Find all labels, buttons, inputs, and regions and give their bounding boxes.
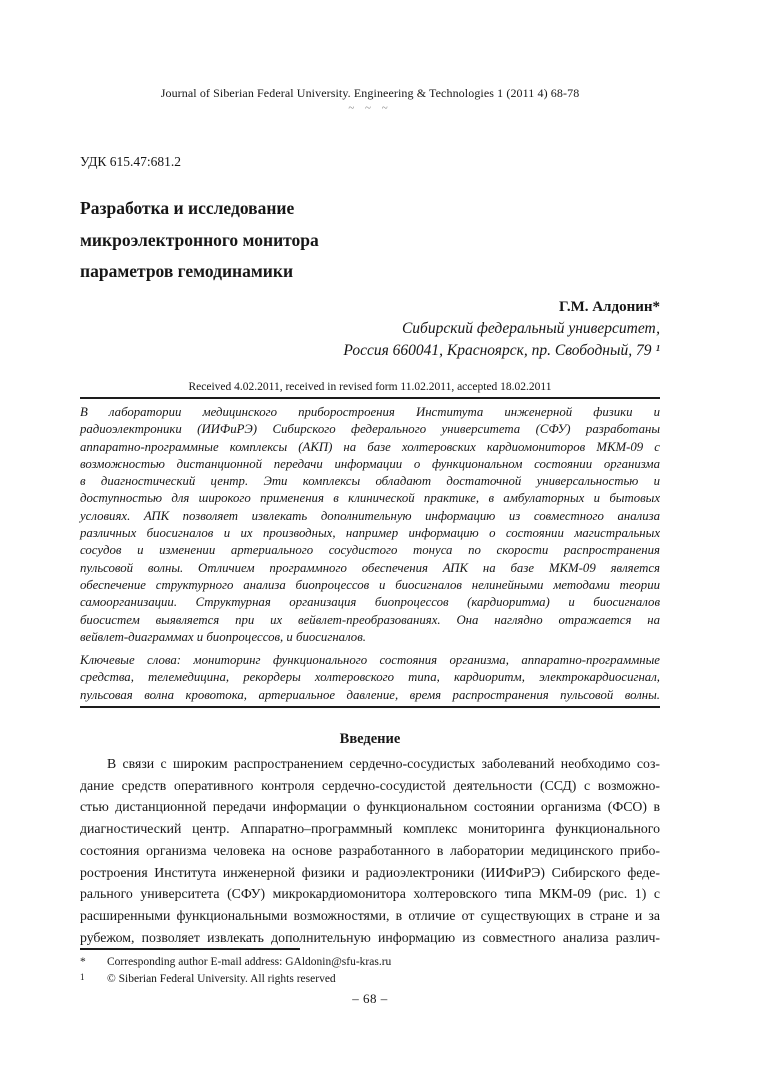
footnote-corresponding-author	[80, 954, 660, 971]
text-line: в диагностический центр. Эти комплексы обладают достаточной универсальностью и	[80, 474, 660, 489]
text-line: пульсовой волны. Отличием программного обеспечения АПК на базе МКМ-09 является	[80, 560, 660, 575]
text-line: ростроения Института инженерной физики и радиоэлектроники (ИИФиРЭ) Сибирского феде-	[80, 864, 660, 880]
text-line: рального университета (СФУ) микрокардиомонитора холтеровского типа МКМ-09 (рис. 1) с	[80, 886, 660, 902]
footnote-copyright	[80, 971, 660, 988]
received-dates: Received 4.02.2011, received in revised form 11.02.2011, accepted 18.02.2011	[188, 381, 552, 393]
text-line: Сибирский федеральный университет,	[401, 320, 660, 337]
text-line: условиях. АПК позволяет извлекать дополнительную информацию из совместного анализа	[80, 508, 660, 523]
text-line: радиоэлектроники (ИИФиРЭ) Сибирского федерального университета (СФУ) разработаны	[80, 422, 660, 437]
footnote-one-marker: 1	[80, 971, 85, 982]
text-line: расширенными функциональными возможностями, в отличие от существующих в стране и за	[80, 907, 660, 923]
text-line: стью дистанционной передачи информации о функциональном состоянии организма (ФСО) в	[80, 799, 660, 815]
keywords-text	[80, 652, 660, 704]
page-number: – 68 –	[352, 991, 388, 1006]
udc-code: УДК 615.47:681.2	[80, 154, 182, 169]
text-line: аппаратно-программные комплексы (АКП) на базе холтеровских кардиомониторов МКМ-09 с	[80, 439, 660, 454]
text-line: Россия 660041, Красноярск, пр. Свободный, 79 ¹	[343, 341, 660, 359]
text-line: дание средств оперативного контроля сердечно-сосудистой деятельности (ССД) с возможно-	[80, 777, 660, 793]
introduction-paragraph	[80, 753, 660, 948]
abstract-bottom-rule	[80, 706, 660, 708]
text-line: Разработка и исследование	[80, 198, 295, 218]
text-line: обеспечение структурного анализа биопроцессов и биосигналов нелинейными методами теории	[80, 577, 660, 592]
tilde-separator: ~ ~ ~	[348, 102, 392, 114]
text-line: сосудов и изменении артериального сосудистого тонуса по скорости распространения	[80, 543, 660, 558]
text-line: состояния организма человека на основе разработанного в лаборатории медицинского прибо-	[80, 842, 660, 858]
journal-header: Journal of Siberian Federal University. Engineering & Technologies 1 (2011 4) 68-78	[160, 86, 580, 100]
text-line: средства, телемедицина, рекордеры холтеровского типа, кардиоритм, электрокардиосигнал,	[80, 670, 660, 685]
abstract-text	[80, 404, 660, 646]
footnote-asterisk-marker: *	[80, 956, 86, 968]
text-line: биосистем выявляется при их вейвлет-преобразованиях. Она наглядно отражается на	[80, 612, 660, 627]
section-heading-introduction: Введение	[339, 731, 401, 747]
text-line: возможностью дистанционной передачи информации о функциональном состоянии организма	[80, 456, 660, 471]
footnotes	[80, 954, 660, 988]
text-line: пульсовая волна кровотока, артериальное давление, время распространения пульсовой волны.	[80, 687, 660, 702]
text-line: Ключевые слова: мониторинг функционального состояния организма, аппаратно-программные	[80, 653, 660, 667]
abstract-top-rule	[80, 397, 660, 399]
author-name: Г.М. Алдонин*	[558, 299, 660, 315]
footnote-rule	[80, 948, 300, 950]
author-affiliation	[80, 318, 660, 362]
text-line: самоорганизации. Структурная организация биопроцессов (кардиоритма) и биосигналов	[80, 595, 660, 610]
author-block	[80, 297, 660, 362]
text-line: доступностью для широкого применения в клинической практике, в амбулаторных и бытовых	[80, 491, 660, 506]
text-line: различных биосигналов и их производных, например информацию о состоянии магистральных	[80, 526, 660, 541]
text-line: микроэлектронного монитора	[80, 229, 319, 250]
footnote-copyright-text: © Siberian Federal University. All rights reserved	[107, 972, 336, 985]
text-line: рубежом, позволяет извлекать дополнительную информацию из совместного анализа различ-	[80, 929, 660, 945]
paper-title	[80, 193, 660, 288]
text-line: диагностический центр. Аппаратно–программный комплекс мониторинга функционального	[80, 821, 660, 837]
text-line: параметров гемодинамики	[80, 261, 294, 282]
text-line: В связи с широким распространением сердечно-сосудистых заболеваний необходимо соз-	[107, 756, 660, 771]
footnote-email-text: Corresponding author E-mail address: GAldonin@sfu-kras.ru	[107, 956, 392, 968]
text-line: вейвлет-диаграммах и биопроцессов, и биосигналов.	[80, 629, 366, 644]
text-line: В лаборатории медицинского приборостроения Института инженерной физики и	[80, 405, 660, 419]
